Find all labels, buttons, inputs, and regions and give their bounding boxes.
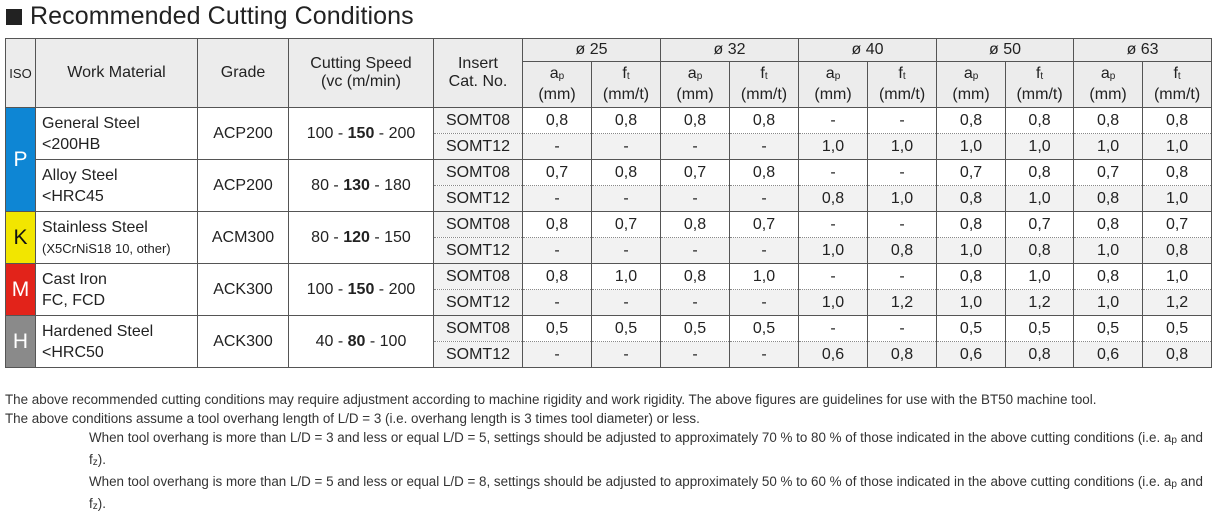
insert-cat-no: SOMT12 — [434, 238, 523, 264]
header-diameter-32: ø 32 — [661, 39, 799, 62]
header-ap-label: $a_p$ — [549, 65, 565, 82]
value-cell: 1,2 — [1006, 290, 1074, 316]
note-line-3-text: When tool overhang is more than L/D = 3 and less or equal L/D = 5, settings should be adjusted to approximately 70 % to 80 % of those indicated in the above cutting conditions (i.e. a — [89, 430, 1172, 445]
header-ap-2 — [799, 62, 868, 108]
value-cell: 0,8 — [730, 160, 799, 186]
value-cell: 0,8 — [868, 238, 937, 264]
speed-min: 80 — [311, 176, 329, 194]
speed-max: 200 — [388, 280, 416, 298]
value-cell: 1,0 — [1074, 238, 1143, 264]
material-spec: <200HB — [42, 135, 101, 153]
header-ap-unit: (mm) — [952, 86, 990, 103]
value-cell: 1,0 — [1074, 290, 1143, 316]
speed-recommended: 150 — [347, 280, 375, 298]
material-name: Stainless Steel — [42, 218, 148, 236]
value-cell: - — [661, 290, 730, 316]
value-cell: 1,0 — [868, 186, 937, 212]
header-diameter-50: ø 50 — [937, 39, 1074, 62]
value-cell: 1,0 — [937, 134, 1006, 160]
value-cell: 0,8 — [592, 160, 661, 186]
value-cell: 0,8 — [799, 186, 868, 212]
note-line-4-sub-z: z — [92, 501, 98, 512]
value-cell: 1,0 — [799, 134, 868, 160]
header-speed-line1: Cutting Speed — [310, 55, 412, 72]
header-cutting-speed — [289, 39, 434, 108]
insert-cat-no: SOMT08 — [434, 212, 523, 238]
value-cell: 0,8 — [523, 212, 592, 238]
value-cell: 0,8 — [661, 108, 730, 134]
value-cell: 0,8 — [523, 264, 592, 290]
value-cell: 1,0 — [937, 290, 1006, 316]
note-line-1: The above recommended cutting conditions may require adjustment according to machine rigidity and work rigidity. The above figures are guidelines for use with the BT50 machine tool. — [5, 392, 1097, 407]
header-ap-label: $a_p$ — [1100, 65, 1116, 82]
value-cell: 1,0 — [868, 134, 937, 160]
value-cell: - — [592, 186, 661, 212]
header-diameter-63: ø 63 — [1074, 39, 1212, 62]
header-ap-4 — [1074, 62, 1143, 108]
value-cell: - — [868, 264, 937, 290]
value-cell: - — [730, 134, 799, 160]
header-ft-unit: (mm/t) — [878, 86, 926, 103]
value-cell: - — [730, 342, 799, 368]
value-cell: 0,5 — [523, 316, 592, 342]
value-cell: - — [799, 264, 868, 290]
table-row — [6, 212, 1212, 238]
table-row — [6, 264, 1212, 290]
value-cell: - — [799, 160, 868, 186]
material-spec: FC, FCD — [42, 291, 106, 309]
header-ap-unit: (mm) — [676, 86, 714, 103]
value-cell: 1,0 — [1006, 186, 1074, 212]
value-cell: 0,8 — [1006, 238, 1074, 264]
value-cell: 0,6 — [937, 342, 1006, 368]
note-line-3-and: and f — [89, 430, 1203, 467]
value-cell: - — [523, 134, 592, 160]
value-cell: 0,8 — [937, 108, 1006, 134]
work-material — [36, 160, 198, 212]
value-cell: 0,8 — [1006, 342, 1074, 368]
insert-cat-no: SOMT12 — [434, 342, 523, 368]
header-ap-unit: (mm) — [1089, 86, 1127, 103]
header-ft-1 — [730, 62, 799, 108]
speed-recommended: 120 — [343, 228, 370, 246]
value-cell: 0,7 — [523, 160, 592, 186]
value-cell: - — [868, 160, 937, 186]
value-cell: 1,0 — [1006, 264, 1074, 290]
header-ft-3 — [1006, 62, 1074, 108]
header-ft-label: $f_t$ — [1035, 65, 1044, 82]
speed-max: 150 — [384, 228, 411, 246]
work-material — [36, 316, 198, 368]
value-cell: 1,0 — [1143, 264, 1212, 290]
insert-cat-no: SOMT12 — [434, 290, 523, 316]
value-cell: 0,5 — [592, 316, 661, 342]
value-cell: 0,8 — [661, 264, 730, 290]
value-cell: 0,8 — [730, 108, 799, 134]
speed-min: 100 — [306, 280, 334, 298]
value-cell: 0,7 — [730, 212, 799, 238]
page-title-row — [6, 0, 414, 32]
value-cell: - — [730, 186, 799, 212]
speed-max: 180 — [384, 176, 411, 194]
value-cell: 0,8 — [661, 212, 730, 238]
value-cell: 0,8 — [937, 212, 1006, 238]
header-ap-unit: (mm) — [538, 86, 576, 103]
value-cell: 0,5 — [937, 316, 1006, 342]
header-ap-3 — [937, 62, 1006, 108]
grade: ACK300 — [198, 264, 289, 316]
value-cell: 0,8 — [1143, 238, 1212, 264]
note-line-3-sub-p: p — [1171, 435, 1177, 446]
speed-max: 200 — [388, 124, 416, 142]
value-cell: 0,7 — [661, 160, 730, 186]
speed-recommended: 80 — [347, 332, 366, 350]
value-cell: - — [661, 238, 730, 264]
note-line-3 — [5, 428, 1211, 472]
notes — [5, 390, 1211, 516]
header-ft-2 — [868, 62, 937, 108]
header-ft-unit: (mm/t) — [1016, 86, 1063, 103]
value-cell: 0,8 — [1143, 342, 1212, 368]
header-ft-unit: (mm/t) — [602, 86, 650, 103]
iso-badge-p: P — [6, 108, 36, 212]
insert-cat-no: SOMT08 — [434, 160, 523, 186]
iso-badge-m: M — [6, 264, 36, 316]
header-speed-line2: (vc (m/min) — [321, 73, 401, 90]
value-cell: 0,5 — [730, 316, 799, 342]
value-cell: 1,2 — [1143, 290, 1212, 316]
value-cell: 0,7 — [1006, 212, 1074, 238]
value-cell: - — [592, 238, 661, 264]
speed-recommended: 130 — [343, 176, 370, 194]
cutting-speed: 100 - 150 - 200 — [289, 264, 434, 316]
header-row-1 — [6, 39, 1212, 62]
value-cell: - — [799, 212, 868, 238]
work-material — [36, 108, 198, 160]
cutting-speed: 40 - 80 - 100 — [289, 316, 434, 368]
material-spec: <HRC50 — [42, 343, 104, 361]
header-ap-label: $a_p$ — [825, 65, 841, 82]
value-cell: 0,8 — [1143, 108, 1212, 134]
speed-min: 80 — [311, 228, 329, 246]
value-cell: 0,5 — [1074, 316, 1143, 342]
header-ft-4 — [1143, 62, 1212, 108]
material-name: Alloy Steel — [42, 166, 118, 184]
table-body — [6, 108, 1212, 368]
value-cell: - — [592, 134, 661, 160]
header-ft-label: $f_t$ — [1173, 65, 1181, 82]
value-cell: 1,0 — [1006, 134, 1074, 160]
header-ap-unit: (mm) — [814, 86, 852, 103]
speed-max: 100 — [379, 332, 407, 350]
speed-recommended: 150 — [347, 124, 375, 142]
value-cell: 1,0 — [730, 264, 799, 290]
iso-badge-k: K — [6, 212, 36, 264]
value-cell: 0,8 — [1074, 186, 1143, 212]
value-cell: - — [799, 316, 868, 342]
value-cell: 0,8 — [592, 108, 661, 134]
note-line-4-text: When tool overhang is more than L/D = 5 and less or equal L/D = 8, settings should be adjusted to approximately 50 % to 60 % of those indicated in the above cutting conditions (i.e. a — [89, 474, 1172, 489]
grade: ACM300 — [198, 212, 289, 264]
value-cell: 1,0 — [937, 238, 1006, 264]
value-cell: 0,5 — [1143, 316, 1212, 342]
header-ft-label: $f_t$ — [760, 65, 768, 82]
value-cell: - — [523, 290, 592, 316]
note-line-4-and: and f — [89, 474, 1203, 511]
speed-min: 100 — [306, 124, 334, 142]
insert-cat-no: SOMT08 — [434, 316, 523, 342]
value-cell: 1,0 — [799, 238, 868, 264]
material-name: Cast Iron — [42, 270, 107, 288]
material-spec: (X5CrNiS18 10, other) — [42, 240, 171, 256]
table-row — [6, 316, 1212, 342]
header-ft-label: $f_t$ — [622, 65, 630, 82]
value-cell: - — [661, 186, 730, 212]
note-line-3-close: ). — [97, 452, 106, 467]
header-diameter-25: ø 25 — [523, 39, 661, 62]
insert-cat-no: SOMT12 — [434, 186, 523, 212]
value-cell: 0,6 — [799, 342, 868, 368]
note-line-4-sub-p: p — [1171, 479, 1177, 490]
cutting-speed: 100 - 150 - 200 — [289, 108, 434, 160]
value-cell: - — [592, 342, 661, 368]
cutting-speed: 80 - 130 - 180 — [289, 160, 434, 212]
header-ft-label: $f_t$ — [898, 65, 906, 82]
material-spec: <HRC45 — [42, 187, 104, 205]
speed-min: 40 — [315, 332, 334, 350]
insert-cat-no: SOMT08 — [434, 108, 523, 134]
grade: ACP200 — [198, 160, 289, 212]
value-cell: - — [799, 108, 868, 134]
work-material — [36, 264, 198, 316]
value-cell: 0,5 — [1006, 316, 1074, 342]
value-cell: 0,6 — [1074, 342, 1143, 368]
value-cell: 0,7 — [1074, 160, 1143, 186]
cutting-speed: 80 - 120 - 150 — [289, 212, 434, 264]
header-ft-unit: (mm/t) — [740, 86, 788, 103]
value-cell: 0,7 — [1143, 212, 1212, 238]
header-ap-label: $a_p$ — [963, 65, 979, 82]
material-name: General Steel — [42, 114, 140, 132]
header-work-material: Work Material — [36, 39, 198, 108]
header-insert-line1: Insert — [457, 55, 498, 72]
value-cell: - — [523, 186, 592, 212]
value-cell: 0,8 — [868, 342, 937, 368]
value-cell: 1,0 — [1074, 134, 1143, 160]
value-cell: 1,0 — [1143, 186, 1212, 212]
header-ft-unit: (mm/t) — [1153, 86, 1201, 103]
value-cell: - — [730, 238, 799, 264]
value-cell: - — [592, 290, 661, 316]
header-ap-1 — [661, 62, 730, 108]
value-cell: - — [661, 134, 730, 160]
value-cell: 1,0 — [799, 290, 868, 316]
value-cell: - — [523, 238, 592, 264]
value-cell: - — [661, 342, 730, 368]
grade: ACK300 — [198, 316, 289, 368]
header-diameter-40: ø 40 — [799, 39, 937, 62]
value-cell: 1,2 — [868, 290, 937, 316]
material-name: Hardened Steel — [42, 322, 154, 340]
value-cell: - — [730, 290, 799, 316]
cutting-conditions-table — [5, 38, 1212, 368]
value-cell: 0,8 — [937, 264, 1006, 290]
insert-cat-no: SOMT08 — [434, 264, 523, 290]
value-cell: 0,7 — [592, 212, 661, 238]
header-grade: Grade — [198, 39, 289, 108]
value-cell: 0,8 — [523, 108, 592, 134]
title-square-icon — [6, 9, 22, 25]
insert-cat-no: SOMT12 — [434, 134, 523, 160]
value-cell: 0,5 — [661, 316, 730, 342]
work-material — [36, 212, 198, 264]
header-insert-line2: Cat. No. — [448, 73, 508, 90]
note-line-4-close: ). — [97, 496, 106, 511]
value-cell: 0,8 — [1074, 108, 1143, 134]
table-row — [6, 108, 1212, 134]
table-row — [6, 160, 1212, 186]
value-cell: - — [868, 108, 937, 134]
header-ap-label: $a_p$ — [687, 65, 703, 82]
value-cell: 0,8 — [937, 186, 1006, 212]
value-cell: 0,8 — [1074, 264, 1143, 290]
header-ft-0 — [592, 62, 661, 108]
value-cell: - — [868, 316, 937, 342]
header-iso: ISO — [6, 39, 36, 108]
header-insert — [434, 39, 523, 108]
value-cell: 0,8 — [1006, 160, 1074, 186]
iso-badge-h: H — [6, 316, 36, 368]
value-cell: 1,0 — [592, 264, 661, 290]
value-cell: 0,7 — [937, 160, 1006, 186]
header-ap-0 — [523, 62, 592, 108]
note-line-2: The above conditions assume a tool overhang length of L/D = 3 (i.e. overhang length is 3 times tool diameter) or less. — [5, 411, 700, 426]
value-cell: - — [868, 212, 937, 238]
value-cell: 0,8 — [1074, 212, 1143, 238]
value-cell: 0,8 — [1143, 160, 1212, 186]
note-line-4 — [5, 472, 1211, 516]
value-cell: 1,0 — [1143, 134, 1212, 160]
page-title: Recommended Cutting Conditions — [30, 1, 414, 30]
value-cell: 0,8 — [1006, 108, 1074, 134]
grade: ACP200 — [198, 108, 289, 160]
note-line-3-sub-z: z — [92, 457, 98, 468]
value-cell: - — [523, 342, 592, 368]
